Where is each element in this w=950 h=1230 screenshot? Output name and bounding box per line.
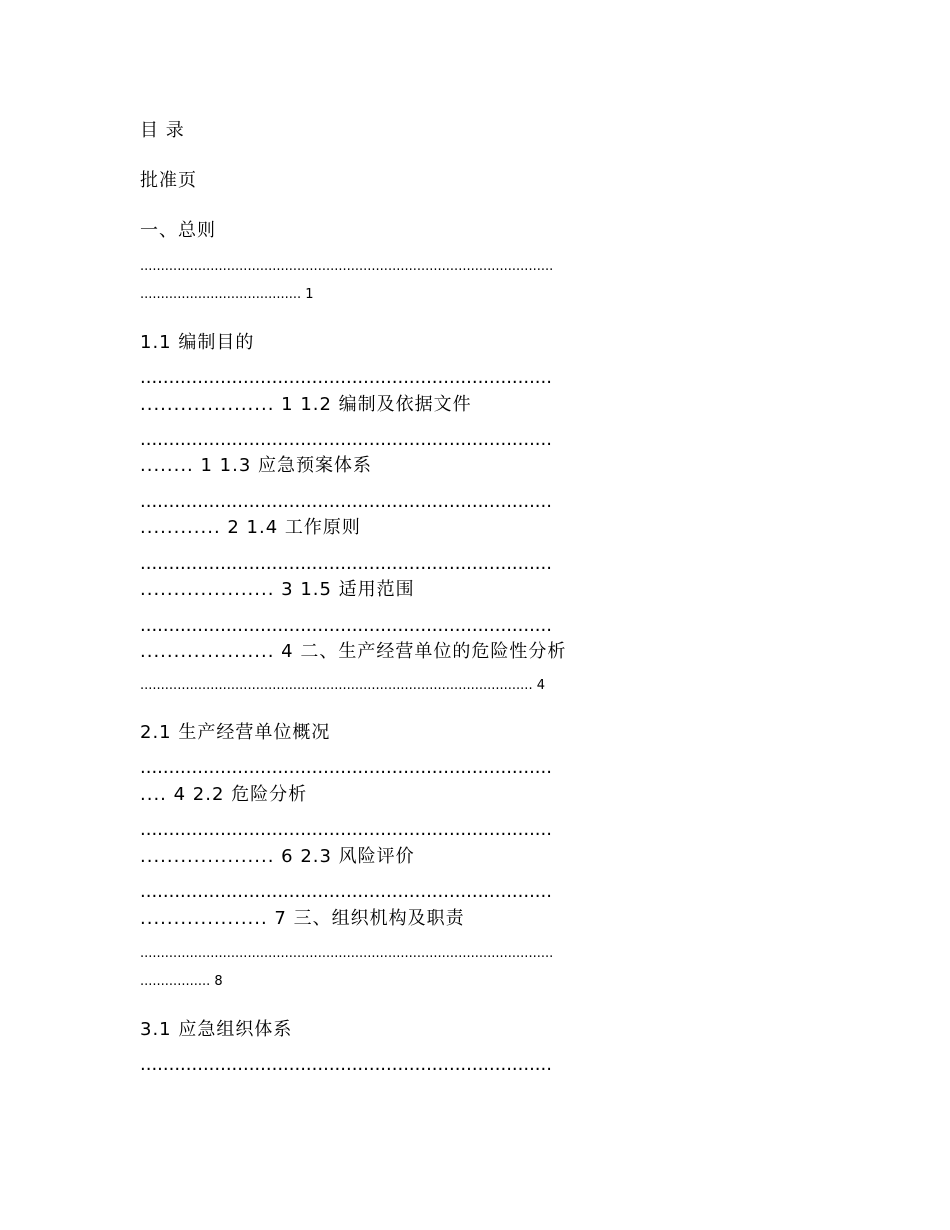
toc-line: 一、总则 — [140, 220, 216, 241]
toc-leader-dots: ........................................................................ — [140, 615, 552, 636]
toc-line: ........ 1 1.3 应急预案体系 — [140, 455, 373, 476]
toc-leader-dots: ........................................................................ — [140, 819, 552, 840]
toc-line: .................... 3 1.5 适用范围 — [140, 579, 415, 600]
toc-line: ............................................................................................... 4 — [140, 678, 545, 693]
toc-leader-dots: ........................................................................ — [140, 367, 552, 388]
toc-line: .... 4 2.2 危险分析 — [140, 784, 308, 805]
toc-line: ................. 8 — [140, 974, 223, 989]
toc-line: ................... 7 三、组织机构及职责 — [140, 908, 465, 929]
toc-leader-dots: ........................................................................ — [140, 429, 552, 450]
toc-line: ....................................... 1 — [140, 287, 314, 302]
toc-line: 3.1 应急组织体系 — [140, 1019, 293, 1040]
toc-leader-dots: .................................................................................................... — [140, 946, 554, 961]
toc-leader-dots: ........................................................................ — [140, 491, 552, 512]
toc-line: ............ 2 1.4 工作原则 — [140, 517, 361, 538]
toc-line: 2.1 生产经营单位概况 — [140, 722, 331, 743]
toc-approval-page: 批准页 — [140, 170, 197, 191]
toc-leader-dots: ........................................................................ — [140, 553, 552, 574]
toc-line: .................... 4 二、生产经营单位的危险性分析 — [140, 641, 567, 662]
toc-leader-dots: ........................................................................ — [140, 1054, 552, 1075]
toc-line: 1.1 编制目的 — [140, 332, 255, 353]
toc-leader-dots: .................................................................................................... — [140, 259, 554, 274]
toc-title: 目 录 — [140, 120, 185, 141]
toc-line: .................... 6 2.3 风险评价 — [140, 846, 415, 867]
toc-leader-dots: ........................................................................ — [140, 881, 552, 902]
toc-line: .................... 1 1.2 编制及依据文件 — [140, 394, 472, 415]
toc-leader-dots: ........................................................................ — [140, 757, 552, 778]
